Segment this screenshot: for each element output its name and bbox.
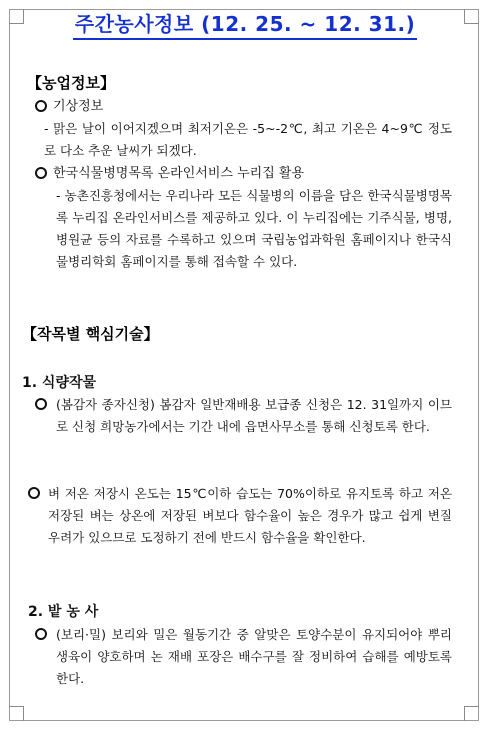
food-bullet-1-marker <box>35 394 53 416</box>
circle-bullet-icon <box>28 487 40 499</box>
circle-bullet-icon <box>35 628 47 640</box>
corner-mark <box>9 706 24 721</box>
subheading-field-farming: 2. 밭 농 사 <box>28 604 99 620</box>
field-bullet-1-marker <box>35 624 53 646</box>
section-heading-crop-tech: 【작목별 핵심기술】 <box>22 325 159 343</box>
circle-bullet-icon <box>35 398 47 410</box>
title-wrap <box>0 8 490 40</box>
page-title: 주간농사정보 (12. 25. ~ 12. 31.) <box>73 8 418 40</box>
food-bullet-1-text: (봄감자 종자신청) 봄감자 일반재배용 보급종 신청은 12. 31일까지 이므로 신청 희망농가에서는 기간 내에 읍면사무소를 통해 신청토록 한다. <box>56 397 452 434</box>
catalog-paragraph: - 농촌진흥청에서는 우리나라 모든 식물병의 이름을 담은 한국식물병명목록 누리집 온라인서비스를 제공하고 있다. 이 누리집에는 기주식물, 병명, 병원균 등의 자료를 수록하고 있으며 국립농업과학원 홈페이지나 한국식물병리학회 홈페이지를 통해 접속할 수 있다. <box>56 188 452 269</box>
bullet-catalog <box>35 163 304 185</box>
corner-mark <box>464 706 479 721</box>
section-heading-agri-info: 【농업정보】 <box>27 74 115 92</box>
circle-bullet-icon <box>35 100 47 112</box>
bullet-weather <box>35 96 103 118</box>
field-bullet-1-text: (보리·밀) 보리와 밀은 월동기간 중 알맞은 토양수분이 유지되어야 뿌리 생육이 양호하며 논 재배 포장은 배수구를 잘 정비하여 습해를 예방토록 한다. <box>56 627 452 686</box>
weather-paragraph: - 맑은 날이 이어지겠으며 최저기온은 -5~-2℃, 최고 기온은 4~9℃ 정도로 다소 추운 날씨가 되겠다. <box>44 121 452 158</box>
circle-bullet-icon <box>35 167 47 179</box>
bullet-weather-label: 기상정보 <box>53 99 104 114</box>
food-bullet-2-marker <box>28 483 46 505</box>
subheading-food-crops: 1. 식량작물 <box>22 375 97 391</box>
food-bullet-2-text: 벼 저온 저장시 온도는 15℃이하 습도는 70%이하로 유지토록 하고 저온 저장된 벼는 상온에 저장된 벼보다 함수율이 높은 경우가 많고 쉽게 변질 우려가 있으므로 도정하기 전에 반드시 함수율을 확인한다. <box>48 486 452 545</box>
bullet-catalog-label: 한국식물병명목록 온라인서비스 누리집 활용 <box>53 166 304 181</box>
